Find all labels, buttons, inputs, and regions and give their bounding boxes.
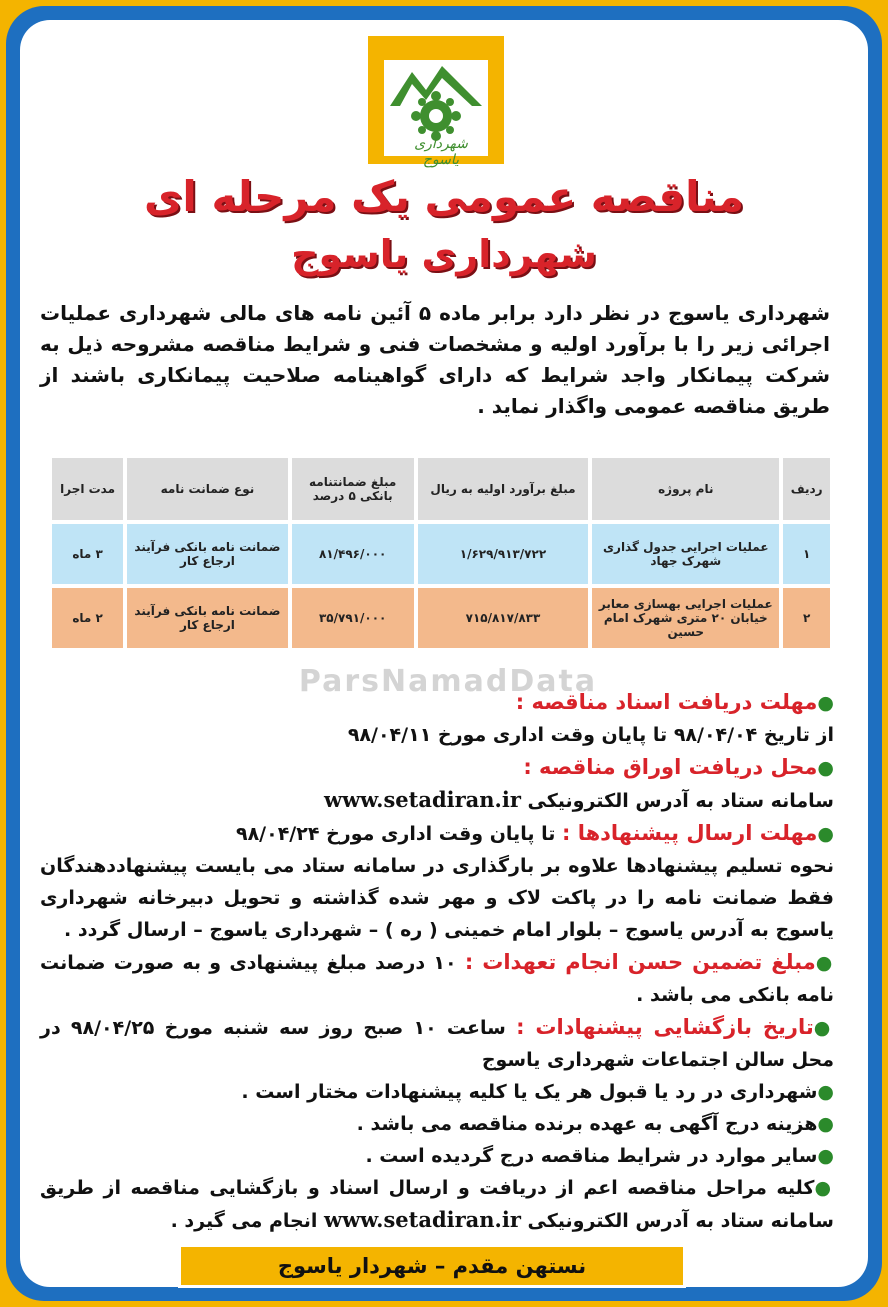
doc-place-text: سامانه ستاد به آدرس الکترونیکی — [527, 790, 834, 812]
cell-duration: ۲ ماه — [52, 588, 123, 648]
setadiran-link[interactable]: www.setadiran.ir — [324, 787, 521, 812]
cell-project-name: عملیات اجرایی بهسازی معابر خیابان ۲۰ متری شهرک امام حسین — [592, 588, 779, 648]
bullet-icon: ● — [817, 757, 834, 779]
organization-title: شهرداری یاسوج — [291, 232, 597, 276]
guarantee-title: مبلغ تضمین حسن انجام تعهدات : — [464, 950, 816, 974]
opening — [40, 1011, 834, 1076]
bullet-icon: ● — [817, 1145, 834, 1167]
tender-title: مناقصه عمومی یک مرحله ای — [143, 172, 745, 221]
cell-row-number: ۱ — [783, 524, 830, 584]
cell-duration: ۳ ماه — [52, 524, 123, 584]
bullet-icon: ● — [817, 823, 834, 845]
cell-guarantee-type: ضمانت نامه بانکی فرآیند ارجاع کار — [127, 588, 288, 648]
bullet-icon: ● — [813, 1017, 834, 1039]
bullet-icon: ● — [814, 1177, 834, 1199]
doc-deadline-text: از تاریخ ۹۸/۰۴/۰۴ تا پایان وقت اداری مورخ ۹۸/۰۴/۱۱ — [347, 724, 834, 746]
projects-table — [48, 454, 834, 652]
note — [40, 1076, 834, 1108]
table-row — [52, 588, 830, 648]
guarantee-text: ۱۰ درصد مبلغ پیشنهادی و به صورت ضمانت نامه بانکی می باشد . — [40, 952, 834, 1006]
col-header-row-number: ردیف — [783, 458, 830, 520]
cell-estimate: ۱/۶۲۹/۹۱۳/۷۲۲ — [418, 524, 589, 584]
bullet-icon: ● — [815, 952, 834, 974]
cell-guarantee-amount: ۳۵/۷۹۱/۰۰۰ — [292, 588, 414, 648]
cell-guarantee-type: ضمانت نامه بانکی فرآیند ارجاع کار — [127, 524, 288, 584]
note-text: هزینه درج آگهی به عهده برنده مناقصه می باشد . — [356, 1113, 818, 1135]
col-header-guarantee-amount: مبلغ ضمانتنامه بانکی ۵ درصد — [292, 458, 414, 520]
col-header-duration: مدت اجرا — [52, 458, 123, 520]
bullet-icon: ● — [817, 1113, 834, 1135]
note — [40, 1172, 834, 1237]
doc-place — [40, 751, 834, 784]
bullet-icon: ● — [817, 1081, 834, 1103]
delivery-text: نحوه تسلیم پیشنهادها علاوه بر بارگذاری در سامانه ستاد می بایست پیشنهاددهندگان فقط ضمانت نامه را در پاکت لاک و مهر شده گذاشته و تحویل دبیرخانه شهرداری یاسوج به آدرس یاسوج – بلوار امام خمینی ( ره ) – شهرداری یاسوج – ارسال گردد . — [40, 855, 834, 941]
table-header-row — [52, 458, 830, 520]
col-header-estimate: مبلغ برآورد اولیه به ریال — [418, 458, 589, 520]
doc-deadline — [40, 686, 834, 719]
cell-row-number: ۲ — [783, 588, 830, 648]
note — [40, 1140, 834, 1172]
cell-guarantee-amount: ۸۱/۴۹۶/۰۰۰ — [292, 524, 414, 584]
note-text: کلیه مراحل مناقصه اعم از دریافت و ارسال اسناد و بازگشایی مناقصه از طریق سامانه ستاد به آدرس الکترونیکی — [40, 1177, 834, 1232]
tender-details — [40, 686, 834, 1237]
note-text-end: انجام می گیرد . — [170, 1210, 318, 1232]
bullet-icon: ● — [817, 692, 834, 714]
note-text: سایر موارد در شرایط مناقصه درج گردیده است . — [365, 1145, 818, 1167]
doc-deadline-title: مهلت دریافت اسناد مناقصه : — [515, 690, 818, 714]
submit-deadline — [40, 817, 834, 850]
table-row — [52, 524, 830, 584]
opening-text: ساعت ۱۰ صبح روز سه شنبه مورخ ۹۸/۰۴/۲۵ در محل سالن اجتماعات شهرداری یاسوج — [40, 1017, 834, 1071]
note — [40, 1108, 834, 1140]
intro-paragraph: شهرداری یاسوج در نظر دارد برابر ماده ۵ آئین نامه های مالی شهرداری عملیات اجرائی زیر را با برآورد اولیه و مشخصات فنی و شرایط مناقصه مشروحه ذیل به شرکت پیمانکار واجد شرایط که دارای گواهینامه صلاحیت پیمانکاری باشند از طریق مناقصه عمومی واگذار نماید . — [40, 301, 830, 418]
note-text: شهرداری در رد یا قبول هر یک یا کلیه پیشنهادات مختار است . — [241, 1081, 818, 1103]
mayor-signature: نستهن مقدم – شهردار یاسوج — [178, 1244, 686, 1288]
logo-caption: شهرداری یاسوج — [414, 136, 468, 168]
submit-title: مهلت ارسال پیشنهادها : — [561, 821, 818, 845]
cell-project-name: عملیات اجرایی جدول گذاری شهرک جهاد — [592, 524, 779, 584]
watermark: ParsNamadData — [298, 664, 598, 699]
col-header-guarantee-type: نوع ضمانت نامه — [127, 458, 288, 520]
setadiran-link[interactable]: www.setadiran.ir — [324, 1207, 521, 1232]
cell-estimate: ۷۱۵/۸۱۷/۸۳۳ — [418, 588, 589, 648]
opening-title: تاریخ بازگشایی پیشنهادات : — [516, 1015, 814, 1039]
guarantee — [40, 946, 834, 1011]
doc-place-title: محل دریافت اوراق مناقصه : — [523, 755, 818, 779]
doc-place-line — [40, 784, 834, 817]
submit-text: تا پایان وقت اداری مورخ ۹۸/۰۴/۲۴ — [235, 823, 556, 845]
col-header-project-name: نام پروژه — [592, 458, 779, 520]
